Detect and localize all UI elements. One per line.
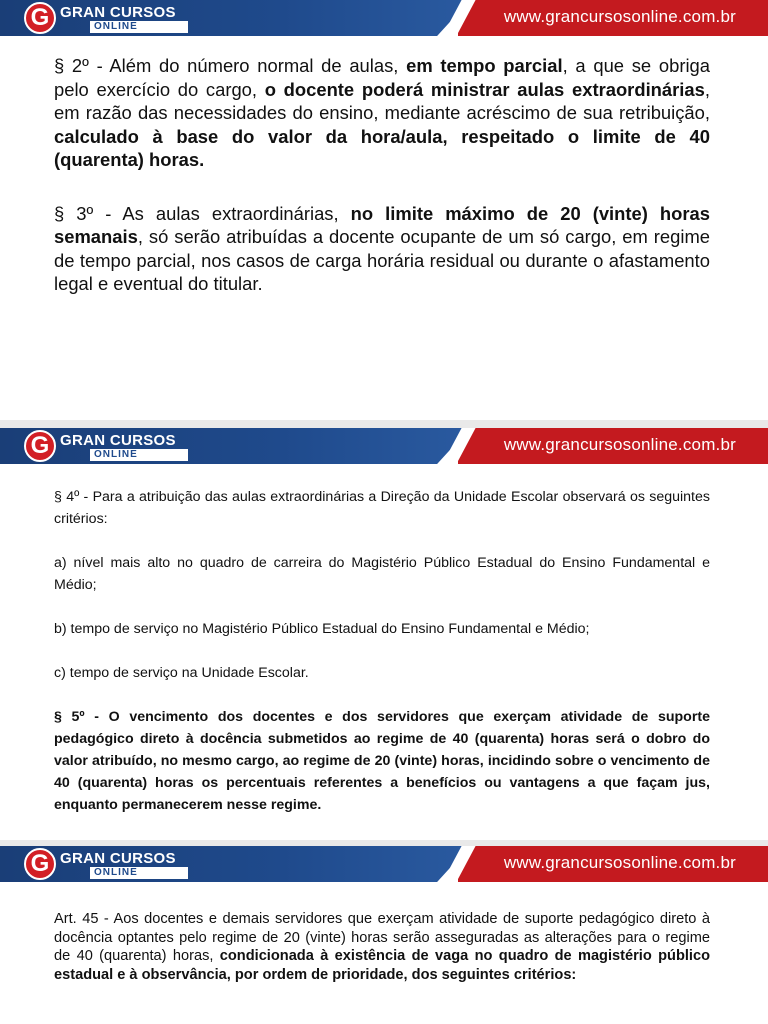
criterion-b: b) tempo de serviço no Magistério Público Estadual do Ensino Fundamental e Médio; [54, 621, 590, 637]
logo-name: GRAN CURSOS [60, 4, 176, 21]
bold-run: calculado à base do valor da hora/aula, respeitado o limite de 40 (quarenta) horas. [54, 125, 710, 170]
bold-run: no limite máximo de 20 (vinte) horas semanais [54, 202, 710, 247]
logo-subtitle: ONLINE [90, 21, 188, 33]
logo-g-icon: G [24, 848, 56, 880]
slide-1 [0, 0, 768, 420]
website-url: www.grancursosonline.com.br [503, 853, 736, 872]
text-run: § 3º - As aulas extraordinárias, [54, 202, 351, 224]
text-run: § 2º - Além do número normal de aulas, [54, 55, 407, 76]
text-run: , só serão atribuídas a docente ocupante de um só cargo, em regime de tempo parcial, nos casos de carga horária residual ou durante o afastamento legal e eventual do titular. [54, 226, 710, 294]
slide-3 [0, 846, 768, 1024]
bold-run: o docente poderá ministrar aulas extraordinárias [264, 78, 705, 100]
slide-header [0, 846, 768, 882]
paragraph-4: § 4º - Para a atribuição das aulas extraordinárias a Direção da Unidade Escolar observará os seguintes critérios: [54, 489, 710, 527]
slide-header [0, 428, 768, 464]
slide-2 [0, 428, 768, 840]
logo-g-icon: G [24, 2, 56, 34]
website-url: www.grancursosonline.com.br [503, 7, 736, 26]
logo-subtitle: ONLINE [90, 449, 188, 461]
slide-1-content [54, 54, 710, 296]
logo-name: GRAN CURSOS [60, 850, 176, 867]
logo-subtitle: ONLINE [90, 867, 188, 879]
slide-3-content [54, 910, 710, 984]
logo-g-icon: G [24, 430, 56, 462]
article-45-bold: condicionada à existência de vaga no quadro de magistério público estadual e à observância, por ordem de prioridade, dos seguintes critérios: [54, 948, 711, 983]
bold-run: em tempo parcial [406, 55, 563, 76]
slide-2-content [54, 486, 710, 816]
slide-header [0, 0, 768, 36]
text-run: , em razão das necessidades do ensino, mediante acréscimo de sua retribuição, [54, 78, 710, 123]
text-run: , a que se obriga pelo exercício do cargo, [54, 55, 710, 100]
website-url: www.grancursosonline.com.br [503, 435, 736, 454]
logo-name: GRAN CURSOS [60, 432, 176, 449]
article-45-text: Art. 45 - Aos docentes e demais servidores que exerçam atividade de suporte pedagógico direto à docência optantes pelo regime de 20 (vinte) horas serão asseguradas as alterações para o regime de 40 (quarenta) horas, [54, 911, 710, 964]
article-45 [54, 910, 710, 984]
criterion-c: c) tempo de serviço na Unidade Escolar. [54, 665, 309, 681]
paragraph-5: § 5º - O vencimento dos docentes e dos servidores que exerçam atividade de suporte pedagógico direto à docência submetidos ao regime de 40 (quarenta) horas será o dobro do valor atribuído, no mesmo cargo, ao regime de 20 (vinte) horas, incidindo sobre o vencimento de 40 (quarenta) horas os percentuais referentes a benefícios ou vantagens a que façam jus, enquanto permanecerem nesse regime. [54, 709, 710, 813]
paragraph-2 [54, 54, 710, 172]
criterion-a: a) nível mais alto no quadro de carreira do Magistério Público Estadual do Ensino Fundamental e Médio; [54, 555, 710, 593]
paragraph-3 [54, 202, 710, 296]
